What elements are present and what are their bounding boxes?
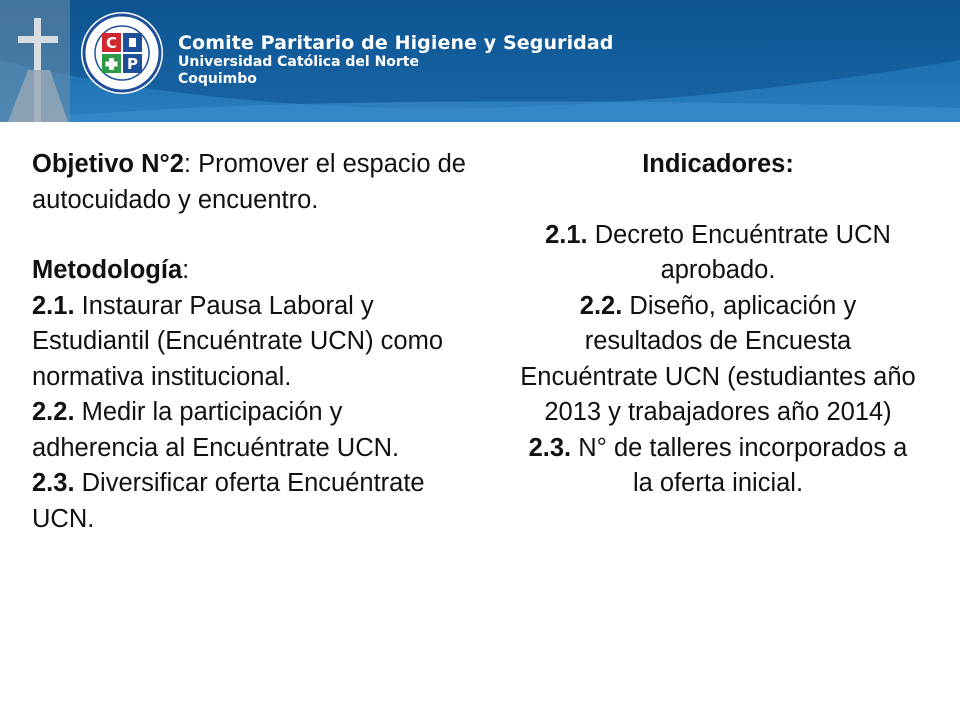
header-title: Comite Paritario de Higiene y Seguridad — [178, 32, 614, 54]
methodology-colon: : — [182, 256, 190, 284]
indicator-item-text: Diseño, aplicación y resultados de Encuesta Encuéntrate UCN (estudiantes año 2013 y trabajadores año 2014) — [520, 291, 916, 426]
objective-paragraph — [32, 147, 472, 218]
svg-text:C: C — [105, 34, 118, 52]
header-text-block — [178, 32, 614, 87]
methodology-item-number: 2.1. — [32, 291, 75, 320]
methodology-item-text: Instaurar Pausa Laboral y Estudiantil (Encuéntrate UCN) como normativa institucional. — [32, 291, 444, 391]
methodology-item-number: 2.2. — [32, 398, 75, 426]
indicator-item-number: 2.2. — [579, 291, 623, 320]
objective-column — [32, 147, 472, 537]
indicator-item-number: 2.3. — [528, 433, 572, 462]
methodology-item — [32, 395, 472, 466]
objective-text: : Promover el espacio de autocuidado y encuentro. — [32, 150, 466, 214]
objective-label: Objetivo N°2 — [32, 150, 184, 178]
methodology-item — [32, 466, 472, 537]
methodology-item-text: Medir la participación y adherencia al Encuéntrate UCN. — [32, 398, 400, 462]
indicator-item-number: 2.1. — [545, 220, 588, 249]
indicator-item — [518, 431, 918, 502]
indicators-heading-text: Indicadores: — [642, 150, 794, 178]
indicators-heading — [518, 147, 918, 183]
spacer — [518, 183, 918, 218]
header-subtitle-city: Coquimbo — [178, 70, 257, 87]
monument-cross-icon — [0, 0, 70, 122]
indicator-item — [518, 218, 918, 289]
indicator-item-text: N° de talleres incorporados a la oferta inicial. — [571, 433, 908, 497]
header-bar — [0, 0, 960, 122]
ucn-committee-logo — [80, 11, 164, 95]
methodology-heading — [32, 253, 472, 289]
indicator-item — [518, 289, 918, 431]
methodology-item-text: Diversificar oferta Encuéntrate UCN. — [32, 469, 425, 533]
indicator-item-text: Decreto Encuéntrate UCN aprobado. — [587, 220, 891, 284]
methodology-item — [32, 289, 472, 396]
methodology-item-number: 2.3. — [32, 469, 75, 497]
spacer — [32, 218, 472, 253]
indicators-column — [518, 147, 918, 502]
methodology-label: Metodología — [32, 256, 183, 284]
header-subtitle-university: Universidad Católica del Norte — [178, 54, 420, 71]
svg-text:P: P — [127, 55, 138, 73]
